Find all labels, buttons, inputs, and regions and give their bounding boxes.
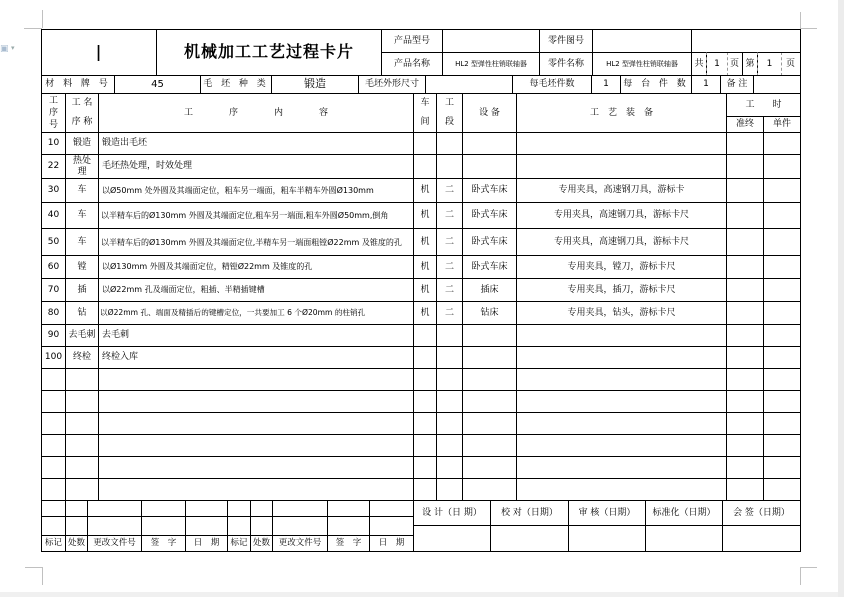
revision-label-signature: 签 字 (141, 535, 186, 552)
part-drawing-no-value[interactable] (592, 29, 692, 53)
op-hours-prep[interactable] (726, 228, 764, 256)
blank-type-value[interactable]: 锻造 (271, 75, 359, 94)
crop-mark-bottom-left-h (25, 567, 42, 568)
per-blank-value[interactable]: 1 (591, 75, 621, 94)
remarks-label: 备 注 (720, 75, 754, 94)
op-workshop[interactable] (413, 132, 437, 155)
col-header-workshop: 车 间 (413, 93, 437, 133)
op-tooling[interactable]: 专用夹具，高速钢刀具，游标卡 (516, 178, 727, 203)
empty-cell[interactable] (462, 456, 517, 479)
crop-mark-top-left (42, 10, 43, 28)
op-name: 热处理 (65, 154, 99, 179)
blank-type-label: 毛 坯 种 类 (200, 75, 272, 94)
op-content[interactable]: 以Ø50mm 处外圆及其端面定位，粗车另一端面，粗车半精车外圆Ø130mm (98, 178, 414, 203)
empty-cell[interactable] (413, 456, 437, 479)
empty-cell[interactable] (41, 412, 66, 435)
empty-cell[interactable] (436, 390, 463, 413)
empty-cell[interactable] (763, 390, 801, 413)
op-content[interactable]: 以Ø22mm 孔、端面及精插后的键槽定位，一共要加工 6 个Ø20mm 的柱销孔 (98, 301, 414, 325)
op-section[interactable]: 二 (436, 278, 463, 302)
empty-cell[interactable] (763, 478, 801, 501)
empty-cell[interactable] (98, 368, 414, 391)
op-hours-prep[interactable] (726, 278, 764, 302)
op-seq: 22 (41, 154, 66, 179)
op-hours-unit[interactable] (763, 255, 801, 279)
empty-cell[interactable] (462, 434, 517, 457)
revision-cell[interactable] (250, 516, 273, 536)
crop-mark-top-right-h (801, 28, 817, 29)
op-hours-unit[interactable] (763, 228, 801, 256)
crop-mark-top-right (800, 12, 801, 29)
op-seq: 80 (41, 301, 66, 325)
col-header-seq: 工 序 号 (41, 93, 66, 133)
revision-label-signature-2: 签 字 (327, 535, 370, 552)
op-workshop[interactable] (413, 324, 437, 347)
logo-mark: | (95, 42, 103, 62)
op-name: 去毛刺 (65, 324, 99, 347)
op-seq: 30 (41, 178, 66, 203)
crop-mark-bottom-right-h (800, 567, 817, 568)
op-workshop[interactable]: 机 (413, 228, 437, 256)
col-header-equipment: 设 备 (462, 93, 517, 133)
chevron-down-icon[interactable]: ▾ (11, 44, 15, 52)
op-name: 终检 (65, 346, 99, 369)
col-header-tooling: 工 艺 装 备 (516, 93, 727, 133)
op-hours-prep[interactable] (726, 202, 764, 229)
crop-mark-bottom-right (800, 567, 801, 585)
op-content[interactable]: 以Ø22mm 孔及端面定位，粗插、半精插键槽 (98, 278, 414, 302)
op-seq: 50 (41, 228, 66, 256)
empty-cell[interactable] (65, 456, 99, 479)
total-pages-value[interactable]: 1 (706, 52, 728, 76)
op-name: 车 (65, 178, 99, 203)
op-section[interactable] (436, 132, 463, 155)
op-equipment[interactable] (462, 346, 517, 369)
op-tooling[interactable] (516, 346, 727, 369)
part-name-label: 零件名称 (539, 52, 593, 76)
op-tooling[interactable]: 专用夹具，镗刀，游标卡尺 (516, 255, 727, 279)
empty-cell[interactable] (98, 434, 414, 457)
col-header-name: 工 名 序 称 (65, 93, 99, 133)
revision-cell[interactable] (41, 516, 66, 536)
product-name-label: 产品名称 (381, 52, 443, 76)
page-gutter (838, 0, 844, 597)
op-hours-unit[interactable] (763, 301, 801, 325)
op-workshop[interactable]: 机 (413, 301, 437, 325)
per-unit-value[interactable]: 1 (691, 75, 721, 94)
op-workshop[interactable]: 机 (413, 278, 437, 302)
empty-cell[interactable] (726, 478, 764, 501)
empty-cell[interactable] (516, 478, 727, 501)
op-name: 镗 (65, 255, 99, 279)
signoff-countersign-value[interactable] (722, 525, 801, 552)
revision-label-date: 日 期 (185, 535, 228, 552)
empty-cell[interactable] (413, 434, 437, 457)
per-unit-label: 每 台 件 数 (620, 75, 692, 94)
crop-mark-bottom-left (42, 567, 43, 585)
empty-cell[interactable] (516, 412, 727, 435)
current-page-value[interactable]: 1 (757, 52, 782, 76)
revision-cell[interactable] (250, 500, 273, 517)
empty-cell[interactable] (65, 390, 99, 413)
op-hours-unit[interactable] (763, 324, 801, 347)
current-page-label: 第 (742, 52, 758, 76)
empty-cell[interactable] (413, 412, 437, 435)
op-seq: 90 (41, 324, 66, 347)
op-tooling[interactable] (516, 132, 727, 155)
empty-cell[interactable] (436, 434, 463, 457)
op-content[interactable]: 终检入库 (98, 346, 414, 369)
empty-cell[interactable] (413, 478, 437, 501)
revision-label-count: 处数 (65, 535, 88, 552)
op-hours-prep[interactable] (726, 132, 764, 155)
col-header-hours-prep: 准终 (726, 116, 764, 133)
op-content[interactable]: 以半精车后的Ø130mm 外圆及其端面定位,半精车另一端面粗镗Ø22mm 及锥度的孔 (98, 228, 414, 256)
part-name-value[interactable]: HL2 型弹性柱销联轴器 (592, 52, 692, 76)
revision-label-date-2: 日 期 (369, 535, 414, 552)
header-blank-cell (691, 29, 801, 53)
op-seq: 70 (41, 278, 66, 302)
op-hours-prep[interactable] (726, 346, 764, 369)
op-hours-unit[interactable] (763, 154, 801, 179)
side-panel-icon[interactable]: ▣ (0, 44, 9, 54)
op-section[interactable]: 二 (436, 255, 463, 279)
revision-cell[interactable] (327, 500, 370, 517)
op-equipment[interactable]: 插床 (462, 278, 517, 302)
op-equipment[interactable] (462, 154, 517, 179)
empty-cell[interactable] (726, 390, 764, 413)
op-equipment[interactable]: 钻床 (462, 301, 517, 325)
signoff-design-value[interactable] (413, 525, 491, 552)
per-blank-label: 每毛坯件数 (512, 75, 592, 94)
op-seq: 40 (41, 202, 66, 229)
revision-cell[interactable] (185, 516, 228, 536)
empty-cell[interactable] (436, 478, 463, 501)
empty-cell[interactable] (763, 368, 801, 391)
op-equipment[interactable]: 卧式车床 (462, 202, 517, 229)
op-name: 钻 (65, 301, 99, 325)
empty-cell[interactable] (726, 412, 764, 435)
op-equipment[interactable] (462, 132, 517, 155)
empty-cell[interactable] (413, 390, 437, 413)
empty-cell[interactable] (98, 456, 414, 479)
empty-cell[interactable] (516, 390, 727, 413)
revision-cell[interactable] (227, 516, 251, 536)
material-grade-value[interactable]: 45 (114, 75, 201, 94)
op-hours-unit[interactable] (763, 132, 801, 155)
op-hours-prep[interactable] (726, 255, 764, 279)
empty-cell[interactable] (462, 412, 517, 435)
crop-mark-top-left-h (24, 28, 42, 29)
part-drawing-no-label: 零件图号 (539, 29, 593, 53)
revision-cell[interactable] (272, 516, 328, 536)
op-tooling[interactable] (516, 324, 727, 347)
remarks-value[interactable] (753, 75, 801, 94)
empty-cell[interactable] (436, 412, 463, 435)
signoff-label-review: 审 核（日期） (568, 500, 646, 526)
op-hours-prep[interactable] (726, 154, 764, 179)
op-seq: 60 (41, 255, 66, 279)
op-content[interactable]: 以Ø130mm 外圆及其端面定位，精镗Ø22mm 及锥度的孔 (98, 255, 414, 279)
op-hours-prep[interactable] (726, 324, 764, 347)
product-model-value[interactable] (442, 29, 540, 53)
product-name-value[interactable]: HL2 型弹性柱销联轴器 (442, 52, 540, 76)
empty-cell[interactable] (41, 456, 66, 479)
op-name: 锻造 (65, 132, 99, 155)
product-model-label: 产品型号 (381, 29, 443, 53)
empty-cell[interactable] (65, 434, 99, 457)
revision-cell[interactable] (41, 500, 66, 517)
op-section[interactable]: 二 (436, 202, 463, 229)
col-header-hours-unit: 单件 (763, 116, 801, 133)
empty-cell[interactable] (98, 412, 414, 435)
empty-cell[interactable] (462, 478, 517, 501)
op-content[interactable]: 去毛刺 (98, 324, 414, 347)
op-content[interactable]: 毛坯热处理，时效处理 (98, 154, 414, 179)
empty-cell[interactable] (65, 478, 99, 501)
revision-cell[interactable] (65, 500, 88, 517)
op-hours-unit[interactable] (763, 278, 801, 302)
op-workshop[interactable] (413, 346, 437, 369)
blank-size-value[interactable] (425, 75, 513, 94)
revision-label-mark: 标记 (41, 535, 66, 552)
op-workshop[interactable] (413, 154, 437, 179)
op-equipment[interactable] (462, 324, 517, 347)
revision-cell[interactable] (185, 500, 228, 517)
revision-label-change-doc: 更改文件号 (87, 535, 142, 552)
op-name: 车 (65, 228, 99, 256)
op-content[interactable]: 以半精车后的Ø130mm 外圆及其端面定位,粗车另一端面,粗车外圆Ø50mm,倒角 (98, 202, 414, 229)
op-seq: 10 (41, 132, 66, 155)
revision-label-change-doc-2: 更改文件号 (272, 535, 328, 552)
empty-cell[interactable] (763, 412, 801, 435)
signoff-review-value[interactable] (568, 525, 646, 552)
total-pages-label: 共 (691, 52, 707, 76)
empty-cell[interactable] (65, 412, 99, 435)
revision-cell[interactable] (227, 500, 251, 517)
card-title: 机械加工工艺过程卡片 (156, 29, 382, 76)
revision-cell[interactable] (141, 516, 186, 536)
page-unit-label-2: 页 (781, 52, 801, 76)
op-section[interactable] (436, 154, 463, 179)
op-tooling[interactable]: 专用夹具，高速钢刀具，游标卡尺 (516, 228, 727, 256)
revision-cell[interactable] (65, 516, 88, 536)
signoff-label-design: 设 计（日 期） (413, 500, 491, 526)
revision-cell[interactable] (141, 500, 186, 517)
op-hours-prep[interactable] (726, 301, 764, 325)
col-header-hours: 工 时 (726, 93, 801, 117)
signoff-label-countersign: 会 签（日期） (722, 500, 801, 526)
op-hours-prep[interactable] (726, 178, 764, 203)
op-workshop[interactable]: 机 (413, 178, 437, 203)
empty-cell[interactable] (41, 390, 66, 413)
empty-cell[interactable] (65, 368, 99, 391)
op-tooling[interactable]: 专用夹具，钻头，游标卡尺 (516, 301, 727, 325)
empty-cell[interactable] (462, 390, 517, 413)
op-section[interactable] (436, 346, 463, 369)
revision-label-mark-2: 标记 (227, 535, 251, 552)
op-hours-unit[interactable] (763, 346, 801, 369)
revision-cell[interactable] (369, 516, 414, 536)
empty-cell[interactable] (41, 368, 66, 391)
empty-cell[interactable] (726, 368, 764, 391)
op-seq: 100 (41, 346, 66, 369)
empty-cell[interactable] (462, 368, 517, 391)
op-name: 车 (65, 202, 99, 229)
empty-cell[interactable] (516, 434, 727, 457)
revision-cell[interactable] (369, 500, 414, 517)
op-hours-unit[interactable] (763, 202, 801, 229)
revision-cell[interactable] (87, 516, 142, 536)
op-equipment[interactable]: 卧式车床 (462, 255, 517, 279)
revision-cell[interactable] (87, 500, 142, 517)
op-equipment[interactable]: 卧式车床 (462, 228, 517, 256)
blank-size-label: 毛坯外形尺寸 (358, 75, 426, 94)
empty-cell[interactable] (726, 434, 764, 457)
empty-cell[interactable] (516, 368, 727, 391)
empty-cell[interactable] (436, 456, 463, 479)
signoff-standardization-value[interactable] (645, 525, 723, 552)
col-header-content: 工 序 内 容 (98, 93, 414, 133)
empty-cell[interactable] (516, 456, 727, 479)
signoff-label-standardization: 标准化（日期） (645, 500, 723, 526)
signoff-label-proofread: 校 对（日期） (490, 500, 569, 526)
logo-cell (41, 29, 157, 76)
empty-cell[interactable] (98, 478, 414, 501)
revision-cell[interactable] (272, 500, 328, 517)
empty-cell[interactable] (41, 478, 66, 501)
empty-cell[interactable] (413, 368, 437, 391)
empty-cell[interactable] (726, 456, 764, 479)
op-equipment[interactable]: 卧式车床 (462, 178, 517, 203)
op-section[interactable]: 二 (436, 178, 463, 203)
op-tooling[interactable]: 专用夹具，高速钢刀具，游标卡尺 (516, 202, 727, 229)
op-workshop[interactable]: 机 (413, 202, 437, 229)
col-header-section: 工 段 (436, 93, 463, 133)
op-name: 插 (65, 278, 99, 302)
op-section[interactable]: 二 (436, 301, 463, 325)
empty-cell[interactable] (436, 368, 463, 391)
op-workshop[interactable]: 机 (413, 255, 437, 279)
empty-cell[interactable] (41, 434, 66, 457)
op-section[interactable]: 二 (436, 228, 463, 256)
signoff-proofread-value[interactable] (490, 525, 569, 552)
empty-cell[interactable] (763, 434, 801, 457)
empty-cell[interactable] (763, 456, 801, 479)
op-tooling[interactable] (516, 154, 727, 179)
op-hours-unit[interactable] (763, 178, 801, 203)
empty-cell[interactable] (98, 390, 414, 413)
op-content[interactable]: 锻造出毛坯 (98, 132, 414, 155)
revision-label-count-2: 处数 (250, 535, 273, 552)
material-grade-label: 材 料 牌 号 (41, 75, 115, 94)
page-unit-label: 页 (727, 52, 743, 76)
op-section[interactable] (436, 324, 463, 347)
op-tooling[interactable]: 专用夹具，插刀，游标卡尺 (516, 278, 727, 302)
revision-cell[interactable] (327, 516, 370, 536)
